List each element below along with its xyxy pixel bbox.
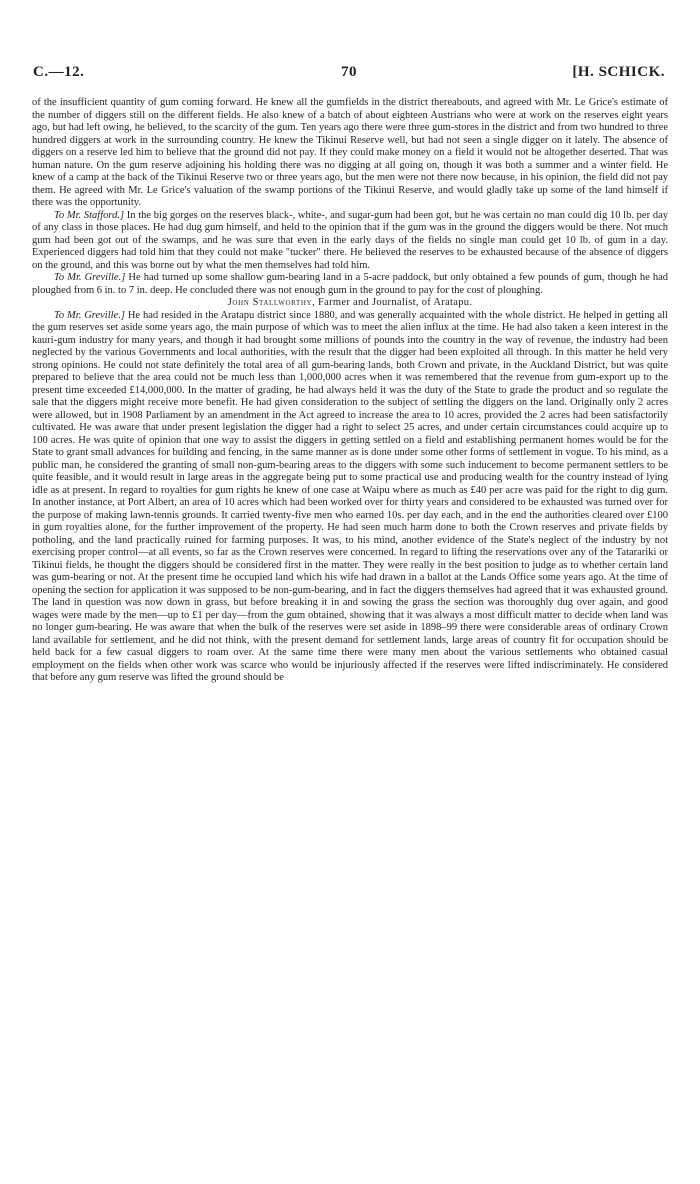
witness-heading bbox=[32, 297, 668, 310]
report-reference: C.—12. bbox=[33, 64, 85, 80]
witness-name-header: [H. SCHICK. bbox=[572, 64, 665, 80]
paragraph-continuation: of the insufficient quantity of gum coming forward. He knew all the gumfields in the district thereabouts, and agreed with Mr. Le Grice's estimate of the number of diggers still on the different fields. He also knew of a batch of about eighteen Austrians who were at work on the reserves eight years ago, but had left owing, he believed, to the scarcity of the gum. Ten years ago there were three gum-stores in the district and from two hundred to three hundred diggers at work in the surrounding country. He knew the Tikinui Reserve well, but had not seen a single digger on it lately. The absence of diggers on a reserve led him to believe that the ground did not pay. If they could make money on a field it would not be altogether deserted. That was human nature. On the gum reserve adjoining his holding there was no digging at all going on, though it was both a summer and a winter field. He knew of a camp at the back of the Tikinui Reserve two or three years ago, but the men were not there now because, in his opinion, the field did not pay them. He agreed with Mr. Le Grice's valuation of the swamp portions of the Tikinui Reserve, and would gladly take up some of the land himself if there was the opportunity. bbox=[32, 97, 668, 208]
page-number: 70 bbox=[341, 64, 357, 80]
paragraph-greville: To Mr. Greville.] He had turned up some shallow gum-bearing land in a 5-acre paddock, but only obtained a few pounds of gum, though he had ploughed from 6 in. to 7 in. deep. He concluded there was not enough gum in the ground to pay for the cost of ploughing. bbox=[32, 272, 668, 296]
inquirer-label: To Mr. Greville.] bbox=[54, 309, 125, 321]
inquirer-label: To Mr. Greville.] bbox=[54, 272, 126, 283]
paragraph-testimony: To Mr. Greville.] He had resided in the Aratapu district since 1880, and was generally acquainted with the whole district. He helped in getting all the gum reserves set aside some years ago, the main purpose of which was to meet the alien influx at the time. He had also taken a keen interest in the kauri-gum industry for many years, and though it had brought some millions of pounds into the country in the way of revenue, the industry had been neglected by the various Governments and local authorities, with the result that the digger had been exploited all through. In this matter he held very strong opinions. He could not state definitely the total area of all gum-bearing lands, both Crown and private, in the Auckland District, but was quite prepared to believe that the area could not be much less than 1,000,000 acres when it was remembered that the revenue from gum-export up to the present time exceeded £14,000,000. In the matter of grading, he had always held it was the duty of the State to grade the product and so regulate the sale that the diggers might receive more benefit. He had given consideration to the subject of settling the diggers on the land. Originally only 2 acres were allowed, but in 1908 Parliament by an amendment in the Act agreed to increase the area to 10 acres, provided the 2 acres had been satisfactorily cultivated. He was aware that under present legislation the digger had a right to select 25 acres, and under certain circumstances could acquire up to 100 acres. He was quite of opinion that one way to assist the diggers in getting settled on a field and establishing permanent homes would be for the State to grant small advances for building and fencing, in the same manner as is done under some other forms of settlement in vogue. To his mind, as a public man, he considered the granting of small non-gum-bearing areas to the diggers with some such inducement to become permanent settlers to be quite feasible, and it would result in large areas in the aggregate being put to some practical use and producing wealth for the country instead of lying idle as at present. In regard to royalties for gum rights he knew of one case at Waipu where as much as £40 per acre was paid for the right to dig gum. In another instance, at Port Albert, an area of 10 acres which had been worked over for thirty years and considered to be exhausted was turned over for the purpose of making lawn-tennis grounds. It carried twenty-five men who earned 10s. per day each, and in the end the authorities cleared over £100 in gum royalties alone, for the further improvement of the property. He had seen much harm done to both the Crown reserves and private fields by potholing, and the land practically ruined for farming purposes. It was, to his mind, another evidence of the State's neglect of the industry by not exercising proper control—at all events, so far as the Crown reserves were concerned. In regard to lifting the reservations over any of the Tatarariki or Tikinui fields, he thought the diggers should be considered first in the matter. They were really in the best position to judge as to whether certain land was gum-bearing or not. At the present time he occupied land which his wife had drawn in a ballot at the Lands Office some years ago. At the time of opening the section for application it was supposed to be non-gum-bearing, and in fact the diggers themselves had agreed that it was exhausted ground. The land in question was now down in grass, but before breaking it in and sowing the grass the section was thoroughly dug over again, and good wages were made by the men—up to £1 per day—from the gum obtained, showing that it was always a most difficult matter to decide when land was no longer gum-bearing. He was aware that when the bulk of the reserves were set aside in 1898–99 there were considerable areas of ordinary Crown land available for settlement, and he did not think, with the present demand for settlement lands, large areas of country fit for occupation should be held back for a few casual diggers to roam over. At the same time there were many men about the various settlements who obtained casual employment on the fields when other work was scarce who would be injuriously affected if the reserves were lifted indiscriminately. He considered that before any gum reserve was lifted the ground should be bbox=[32, 309, 668, 683]
witness-name: John Stallworthy bbox=[227, 297, 313, 308]
body-text bbox=[32, 97, 668, 685]
witness-description: , Farmer and Journalist, of Aratapu. bbox=[312, 297, 473, 308]
inquirer-label: To Mr. Stafford.] bbox=[54, 209, 125, 221]
page-header bbox=[33, 64, 665, 86]
paragraph-stafford: To Mr. Stafford.] In the big gorges on the reserves black-, white-, and sugar-gum had been got, but he was certain no man could dig 10 lb. per day of any class in those places. He had dug gum himself, and held to the opinion that if the gum was in the ground the diggers would be there. Not much gum had been got out of the swamps, and he was sure that even in the early days of the fields no single man could get 10 lb. of gum in a day. Experienced diggers had told him that they could not make "tucker" there. He believed the reserves to be exhausted because of the absence of diggers on the ground, and this was borne out by what the men themselves had told him. bbox=[32, 209, 668, 271]
